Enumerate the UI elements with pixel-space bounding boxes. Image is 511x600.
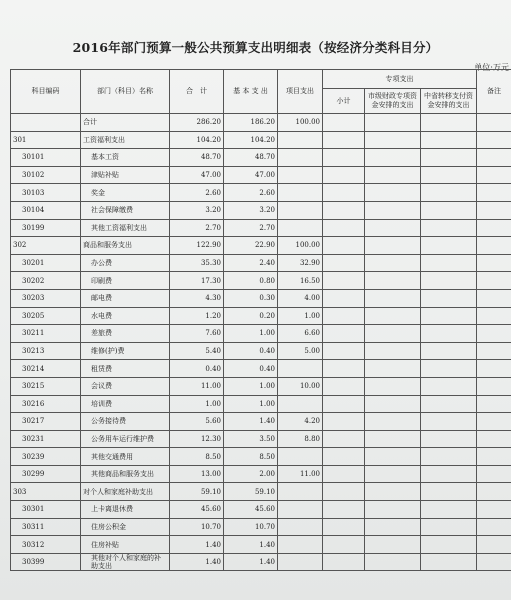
cell-name: 对个人和家庭补助支出 [81, 483, 170, 501]
cell-basic: 0.40 [224, 360, 278, 378]
cell-total: 47.00 [170, 166, 224, 184]
cell-central-funds [421, 219, 477, 237]
cell-total: 1.40 [170, 553, 224, 571]
cell-central-funds [421, 553, 477, 571]
cell-central-funds [421, 289, 477, 307]
cell-subtotal [323, 553, 365, 571]
cell-total: 8.50 [170, 448, 224, 466]
cell-code: 30301 [11, 501, 81, 519]
cell-code: 30216 [11, 395, 81, 413]
cell-total: 286.20 [170, 114, 224, 132]
cell-remark [477, 201, 511, 219]
cell-name: 差旅费 [81, 325, 170, 343]
cell-basic: 1.40 [224, 536, 278, 554]
cell-remark [477, 430, 511, 448]
cell-remark [477, 114, 511, 132]
cell-city-funds [365, 518, 421, 536]
cell-city-funds [365, 237, 421, 255]
cell-project [278, 131, 323, 149]
cell-city-funds [365, 395, 421, 413]
cell-name: 工资福利支出 [81, 131, 170, 149]
cell-project [278, 184, 323, 202]
table-row [11, 360, 511, 378]
cell-basic: 0.30 [224, 289, 278, 307]
cell-basic: 1.00 [224, 377, 278, 395]
cell-central-funds [421, 465, 477, 483]
cell-project [278, 395, 323, 413]
cell-total: 1.40 [170, 536, 224, 554]
cell-remark [477, 237, 511, 255]
cell-basic: 2.60 [224, 184, 278, 202]
cell-name: 租赁费 [81, 360, 170, 378]
cell-subtotal [323, 307, 365, 325]
cell-city-funds [365, 307, 421, 325]
table-row [11, 413, 511, 431]
cell-remark [477, 465, 511, 483]
cell-total: 3.20 [170, 201, 224, 219]
cell-central-funds [421, 307, 477, 325]
cell-remark [477, 536, 511, 554]
cell-remark [477, 413, 511, 431]
cell-basic: 0.80 [224, 272, 278, 290]
cell-subtotal [323, 465, 365, 483]
cell-name: 培训费 [81, 395, 170, 413]
cell-subtotal [323, 237, 365, 255]
cell-total: 17.30 [170, 272, 224, 290]
cell-central-funds [421, 149, 477, 167]
cell-name: 商品和服务支出 [81, 237, 170, 255]
cell-total: 0.40 [170, 360, 224, 378]
cell-city-funds [365, 483, 421, 501]
cell-central-funds [421, 501, 477, 519]
cell-code: 30214 [11, 360, 81, 378]
cell-central-funds [421, 483, 477, 501]
table-row [11, 201, 511, 219]
cell-remark [477, 131, 511, 149]
cell-central-funds [421, 377, 477, 395]
cell-remark [477, 149, 511, 167]
cell-remark [477, 325, 511, 343]
cell-city-funds [365, 465, 421, 483]
cell-project [278, 166, 323, 184]
cell-total: 1.00 [170, 395, 224, 413]
cell-code: 30103 [11, 184, 81, 202]
header-city-funds: 市级财政专项资金安排的支出 [365, 89, 421, 114]
table-row [11, 501, 511, 519]
cell-subtotal [323, 518, 365, 536]
cell-central-funds [421, 166, 477, 184]
cell-central-funds [421, 131, 477, 149]
cell-project [278, 536, 323, 554]
cell-central-funds [421, 395, 477, 413]
cell-basic: 1.40 [224, 413, 278, 431]
cell-central-funds [421, 254, 477, 272]
cell-code: 30217 [11, 413, 81, 431]
cell-remark [477, 272, 511, 290]
cell-code: 30231 [11, 430, 81, 448]
table-title: 2016年部门预算一般公共预算支出明细表（按经济分类科目分） [72, 40, 439, 55]
cell-code: 30199 [11, 219, 81, 237]
cell-name: 办公费 [81, 254, 170, 272]
cell-code: 30213 [11, 342, 81, 360]
cell-basic: 45.60 [224, 501, 278, 519]
budget-table [10, 69, 511, 571]
table-row [11, 448, 511, 466]
table-row [11, 325, 511, 343]
cell-basic: 2.00 [224, 465, 278, 483]
cell-code: 303 [11, 483, 81, 501]
cell-name: 公务接待费 [81, 413, 170, 431]
cell-basic: 22.90 [224, 237, 278, 255]
cell-remark [477, 289, 511, 307]
cell-total: 10.70 [170, 518, 224, 536]
cell-subtotal [323, 289, 365, 307]
cell-project [278, 501, 323, 519]
cell-code: 30299 [11, 465, 81, 483]
cell-project: 5.00 [278, 342, 323, 360]
cell-code [11, 114, 81, 132]
cell-name: 其他交通费用 [81, 448, 170, 466]
cell-subtotal [323, 166, 365, 184]
cell-project [278, 483, 323, 501]
cell-remark [477, 360, 511, 378]
cell-project: 1.00 [278, 307, 323, 325]
cell-basic: 2.40 [224, 254, 278, 272]
cell-project: 10.00 [278, 377, 323, 395]
cell-code: 30239 [11, 448, 81, 466]
table-row [11, 536, 511, 554]
cell-basic: 10.70 [224, 518, 278, 536]
cell-total: 48.70 [170, 149, 224, 167]
table-row [11, 114, 511, 132]
cell-name: 维修(护)费 [81, 342, 170, 360]
table-row [11, 272, 511, 290]
cell-project: 16.50 [278, 272, 323, 290]
table-row [11, 342, 511, 360]
cell-name: 住房公积金 [81, 518, 170, 536]
cell-total: 35.30 [170, 254, 224, 272]
cell-code: 30311 [11, 518, 81, 536]
cell-total: 2.70 [170, 219, 224, 237]
cell-name: 住房补贴 [81, 536, 170, 554]
table-row [11, 149, 511, 167]
cell-total: 1.20 [170, 307, 224, 325]
cell-code: 30202 [11, 272, 81, 290]
header-basic: 基 本 支 出 [224, 70, 278, 114]
cell-project: 11.00 [278, 465, 323, 483]
cell-name: 基本工资 [81, 149, 170, 167]
cell-city-funds [365, 501, 421, 519]
cell-code: 30215 [11, 377, 81, 395]
cell-project: 32.90 [278, 254, 323, 272]
cell-code: 30312 [11, 536, 81, 554]
cell-code: 30205 [11, 307, 81, 325]
cell-remark [477, 342, 511, 360]
cell-city-funds [365, 289, 421, 307]
cell-city-funds [365, 184, 421, 202]
cell-basic: 1.40 [224, 553, 278, 571]
cell-basic: 1.00 [224, 325, 278, 343]
cell-code: 30203 [11, 289, 81, 307]
cell-project [278, 448, 323, 466]
cell-total: 5.60 [170, 413, 224, 431]
cell-subtotal [323, 395, 365, 413]
table-row [11, 465, 511, 483]
cell-code: 30399 [11, 553, 81, 571]
cell-subtotal [323, 131, 365, 149]
cell-project: 6.60 [278, 325, 323, 343]
cell-city-funds [365, 219, 421, 237]
cell-name: 合计 [81, 114, 170, 132]
cell-remark [477, 518, 511, 536]
cell-subtotal [323, 184, 365, 202]
cell-total: 2.60 [170, 184, 224, 202]
cell-basic: 0.40 [224, 342, 278, 360]
cell-subtotal [323, 272, 365, 290]
cell-remark [477, 166, 511, 184]
cell-code: 30211 [11, 325, 81, 343]
cell-basic: 48.70 [224, 149, 278, 167]
cell-name: 公务用车运行维护费 [81, 430, 170, 448]
cell-central-funds [421, 184, 477, 202]
cell-city-funds [365, 536, 421, 554]
cell-code: 30201 [11, 254, 81, 272]
cell-central-funds [421, 114, 477, 132]
cell-central-funds [421, 430, 477, 448]
header-name: 部门（科目）名称 [81, 70, 170, 114]
cell-subtotal [323, 254, 365, 272]
cell-central-funds [421, 237, 477, 255]
cell-project [278, 360, 323, 378]
cell-code: 302 [11, 237, 81, 255]
cell-project: 100.00 [278, 114, 323, 132]
cell-central-funds [421, 360, 477, 378]
cell-subtotal [323, 201, 365, 219]
cell-city-funds [365, 131, 421, 149]
cell-project [278, 553, 323, 571]
cell-subtotal [323, 149, 365, 167]
cell-name: 上卡离退休费 [81, 501, 170, 519]
cell-code: 30101 [11, 149, 81, 167]
cell-code: 30102 [11, 166, 81, 184]
table-row [11, 131, 511, 149]
cell-project: 100.00 [278, 237, 323, 255]
table-row [11, 307, 511, 325]
cell-name: 会议费 [81, 377, 170, 395]
cell-total: 4.30 [170, 289, 224, 307]
cell-project [278, 201, 323, 219]
cell-city-funds [365, 448, 421, 466]
cell-subtotal [323, 430, 365, 448]
cell-basic: 3.50 [224, 430, 278, 448]
cell-basic: 59.10 [224, 483, 278, 501]
header-remark: 备注 [477, 70, 511, 114]
cell-city-funds [365, 166, 421, 184]
cell-project [278, 149, 323, 167]
cell-name: 社会保障缴费 [81, 201, 170, 219]
cell-city-funds [365, 430, 421, 448]
table-row [11, 395, 511, 413]
cell-subtotal [323, 325, 365, 343]
cell-basic: 2.70 [224, 219, 278, 237]
cell-name: 其他工资福利支出 [81, 219, 170, 237]
cell-city-funds [365, 342, 421, 360]
cell-remark [477, 501, 511, 519]
header-central-funds: 中省转移支付资金安排的支出 [421, 89, 477, 114]
cell-total: 13.00 [170, 465, 224, 483]
cell-central-funds [421, 448, 477, 466]
table-body [11, 114, 511, 571]
cell-city-funds [365, 553, 421, 571]
cell-basic: 47.00 [224, 166, 278, 184]
header-subtotal: 小计 [323, 89, 365, 114]
cell-subtotal [323, 536, 365, 554]
cell-subtotal [323, 448, 365, 466]
cell-basic: 8.50 [224, 448, 278, 466]
cell-city-funds [365, 377, 421, 395]
cell-total: 104.20 [170, 131, 224, 149]
table-row [11, 254, 511, 272]
cell-city-funds [365, 254, 421, 272]
cell-total: 122.90 [170, 237, 224, 255]
cell-name: 水电费 [81, 307, 170, 325]
cell-subtotal [323, 114, 365, 132]
cell-total: 45.60 [170, 501, 224, 519]
table-row [11, 166, 511, 184]
cell-central-funds [421, 201, 477, 219]
cell-city-funds [365, 201, 421, 219]
cell-subtotal [323, 483, 365, 501]
cell-city-funds [365, 149, 421, 167]
cell-remark [477, 184, 511, 202]
cell-remark [477, 448, 511, 466]
cell-subtotal [323, 501, 365, 519]
cell-basic: 1.00 [224, 395, 278, 413]
cell-name: 邮电费 [81, 289, 170, 307]
table-row [11, 553, 511, 571]
cell-project: 8.80 [278, 430, 323, 448]
header-total: 合 计 [170, 70, 224, 114]
table-row [11, 219, 511, 237]
cell-city-funds [365, 360, 421, 378]
cell-code: 301 [11, 131, 81, 149]
table-row [11, 483, 511, 501]
cell-total: 7.60 [170, 325, 224, 343]
cell-remark [477, 254, 511, 272]
cell-subtotal [323, 219, 365, 237]
cell-name: 其他商品和服务支出 [81, 465, 170, 483]
cell-city-funds [365, 272, 421, 290]
cell-central-funds [421, 342, 477, 360]
cell-remark [477, 553, 511, 571]
cell-basic: 3.20 [224, 201, 278, 219]
cell-subtotal [323, 377, 365, 395]
table-row [11, 289, 511, 307]
cell-remark [477, 395, 511, 413]
cell-remark [477, 307, 511, 325]
table-row [11, 377, 511, 395]
cell-remark [477, 377, 511, 395]
cell-city-funds [365, 413, 421, 431]
cell-basic: 104.20 [224, 131, 278, 149]
cell-code: 30104 [11, 201, 81, 219]
table-row [11, 430, 511, 448]
cell-name: 奖金 [81, 184, 170, 202]
unit-label: 单位:万元 [474, 63, 509, 72]
cell-total: 11.00 [170, 377, 224, 395]
cell-project [278, 518, 323, 536]
cell-central-funds [421, 272, 477, 290]
cell-basic: 0.20 [224, 307, 278, 325]
cell-central-funds [421, 536, 477, 554]
header-project: 项目支出 [278, 70, 323, 114]
cell-project: 4.20 [278, 413, 323, 431]
table-row [11, 237, 511, 255]
header-special: 专项支出 [323, 70, 477, 89]
cell-city-funds [365, 325, 421, 343]
cell-subtotal [323, 413, 365, 431]
cell-central-funds [421, 325, 477, 343]
cell-name: 印刷费 [81, 272, 170, 290]
cell-central-funds [421, 413, 477, 431]
cell-remark [477, 483, 511, 501]
cell-subtotal [323, 360, 365, 378]
cell-total: 59.10 [170, 483, 224, 501]
cell-basic: 186.20 [224, 114, 278, 132]
cell-name: 津贴补贴 [81, 166, 170, 184]
header-code: 科目编码 [11, 70, 81, 114]
cell-remark [477, 219, 511, 237]
cell-central-funds [421, 518, 477, 536]
cell-name: 其他对个人和家庭的补助支出 [81, 553, 170, 571]
table-row [11, 518, 511, 536]
cell-project: 4.00 [278, 289, 323, 307]
cell-total: 12.30 [170, 430, 224, 448]
cell-project [278, 219, 323, 237]
cell-city-funds [365, 114, 421, 132]
cell-total: 5.40 [170, 342, 224, 360]
cell-subtotal [323, 342, 365, 360]
table-row [11, 184, 511, 202]
